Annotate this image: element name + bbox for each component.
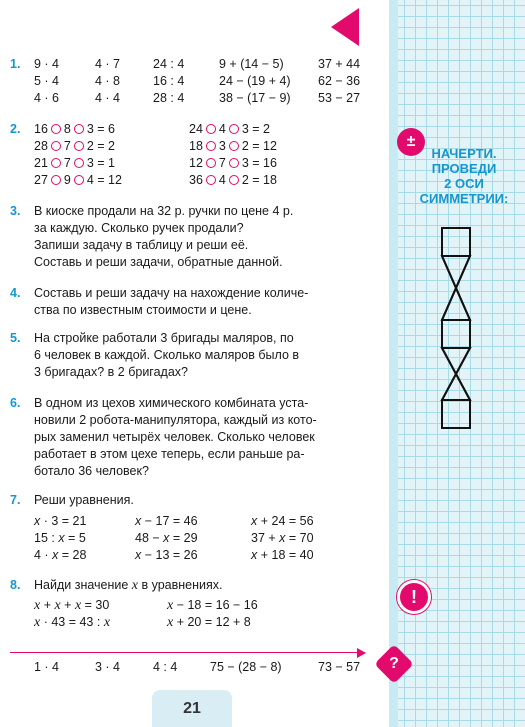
sign-circle-icon[interactable] — [51, 175, 61, 185]
page-number: 21 — [152, 690, 232, 727]
equation: x − 17 = 46 — [135, 514, 198, 528]
sign-circle-icon[interactable] — [229, 175, 239, 185]
figure-square — [442, 228, 470, 256]
task-text: В одном из цехов химического комбината уста- новили 2 робота-манипулятора, каждый из кото- рых заменил четырёх человек. Сколько человек работает в этом цехе теперь, если раньше ра- ботало 36 человек? — [34, 396, 317, 478]
expression: 16 : 4 — [153, 74, 185, 88]
equation: 15 : x = 5 — [34, 531, 86, 545]
expression: 24 − (19 + 4) — [219, 74, 291, 88]
task-1-col-4 — [219, 56, 291, 107]
equation: x + 24 = 56 — [251, 514, 314, 528]
sign-puzzle-row: 24 4 3 = 2 — [189, 122, 271, 136]
expression: 53 − 27 — [318, 91, 361, 105]
expression: 62 − 36 — [318, 74, 361, 88]
task-7-col-1 — [34, 513, 86, 564]
sign-circle-icon[interactable] — [51, 158, 61, 168]
sign-circle-icon[interactable] — [206, 158, 216, 168]
task-number: 1. — [10, 57, 21, 71]
sign-circle-icon[interactable] — [51, 141, 61, 151]
task-number: 4. — [10, 286, 21, 300]
figure-square — [442, 320, 470, 348]
task-text: На стройке работали 3 бригады маляров, по 6 человек в каждой. Сколько маляров было в 3 бригадах? в 2 бригадах? — [34, 331, 300, 379]
task-1-col-2 — [95, 56, 120, 107]
sign-circle-icon[interactable] — [206, 124, 216, 134]
expression: 38 − (17 − 9) — [219, 91, 291, 105]
task-2-right — [189, 121, 277, 189]
task-1-col-3 — [153, 56, 184, 107]
sign-puzzle-row: 16 8 3 = 6 — [34, 122, 116, 136]
task-title: Найди значение x в уравнениях. — [34, 578, 223, 593]
sign-puzzle-row: 36 4 2 = 18 — [189, 173, 277, 187]
equation: x + 18 = 40 — [251, 548, 314, 562]
task-title: Реши уравнения. — [34, 493, 134, 507]
task-1-col-1 — [34, 56, 59, 107]
equation: x − 13 = 26 — [135, 548, 198, 562]
bottom-expression: 3 · 4 — [95, 660, 121, 674]
task-8-left — [34, 597, 110, 631]
equation: 48 − x = 29 — [135, 531, 198, 545]
task-2-left — [34, 121, 122, 189]
task-text: В киоске продали на 32 р. ручки по цене 4 р. за каждую. Сколько ручек продали? Запиши задачу в таблицу и реши её. Составь и реши задачи, обратные данной. — [34, 204, 294, 269]
sign-puzzle-row: 18 3 2 = 12 — [189, 139, 277, 153]
task-text: Составь и реши задачу на нахождение количе- ства по известным стоимости и цене. — [34, 286, 309, 317]
symmetry-figure — [430, 220, 480, 435]
sign-circle-icon[interactable] — [229, 124, 239, 134]
sign-puzzle-row: 21 7 3 = 1 — [34, 156, 116, 170]
equation: x − 18 = 16 − 16 — [167, 598, 258, 613]
sign-circle-icon[interactable] — [74, 175, 84, 185]
task-1-col-5 — [318, 56, 360, 107]
figure-square — [442, 400, 470, 428]
bottom-expression: 1 · 4 — [34, 660, 60, 674]
sign-circle-icon[interactable] — [229, 158, 239, 168]
expression: 9 + (14 − 5) — [219, 57, 284, 71]
side-heading: НАЧЕРТИ. ПРОВЕДИ 2 ОСИ СИММЕТРИИ: — [419, 146, 509, 206]
bottom-expression: 75 − (28 − 8) — [210, 660, 282, 674]
equation: 37 + x = 70 — [251, 531, 314, 545]
equation: 4 · x = 28 — [34, 548, 87, 562]
task-7-col-2 — [135, 513, 198, 564]
task-number: 5. — [10, 331, 21, 345]
task-number: 3. — [10, 204, 21, 218]
corner-triangle-icon — [331, 8, 359, 46]
task-number: 7. — [10, 493, 21, 507]
sign-puzzle-row: 28 7 2 = 2 — [34, 139, 116, 153]
grid-margin-rule — [389, 0, 398, 727]
expression: 24 : 4 — [153, 57, 185, 71]
equation: x · 3 = 21 — [34, 514, 87, 528]
sign-circle-icon[interactable] — [74, 141, 84, 151]
equation: x · 43 = 43 : x — [34, 615, 111, 630]
expression: 4 · 4 — [95, 91, 121, 105]
task-7-col-3 — [251, 513, 314, 564]
question-icon: ? — [374, 644, 414, 684]
expression: 9 · 4 — [34, 57, 60, 71]
bottom-expression: 4 : 4 — [153, 660, 178, 674]
expression: 37 + 44 — [318, 57, 361, 71]
sign-circle-icon[interactable] — [206, 175, 216, 185]
expression: 28 : 4 — [153, 91, 185, 105]
bottom-divider — [10, 652, 365, 653]
expression: 4 · 6 — [34, 91, 60, 105]
expression: 4 · 7 — [95, 57, 121, 71]
task-number: 6. — [10, 396, 21, 410]
sign-circle-icon[interactable] — [74, 124, 84, 134]
task-number: 2. — [10, 122, 21, 136]
expression: 4 · 8 — [95, 74, 121, 88]
expression: 5 · 4 — [34, 74, 60, 88]
sign-puzzle-row: 27 9 4 = 12 — [34, 173, 122, 187]
sign-circle-icon[interactable] — [206, 141, 216, 151]
sign-circle-icon[interactable] — [74, 158, 84, 168]
sign-circle-icon[interactable] — [51, 124, 61, 134]
bottom-arrow-icon — [357, 648, 366, 658]
task-8-right — [167, 597, 258, 631]
bottom-expression: 73 − 57 — [318, 660, 361, 674]
task-number: 8. — [10, 578, 21, 592]
sign-puzzle-row: 12 7 3 = 16 — [189, 156, 277, 170]
exclamation-icon: ! — [397, 580, 431, 614]
plus-minus-icon: ± — [397, 128, 425, 156]
sign-circle-icon[interactable] — [229, 141, 239, 151]
equation: x + x + x = 30 — [34, 598, 110, 613]
equation: x + 20 = 12 + 8 — [167, 615, 251, 630]
